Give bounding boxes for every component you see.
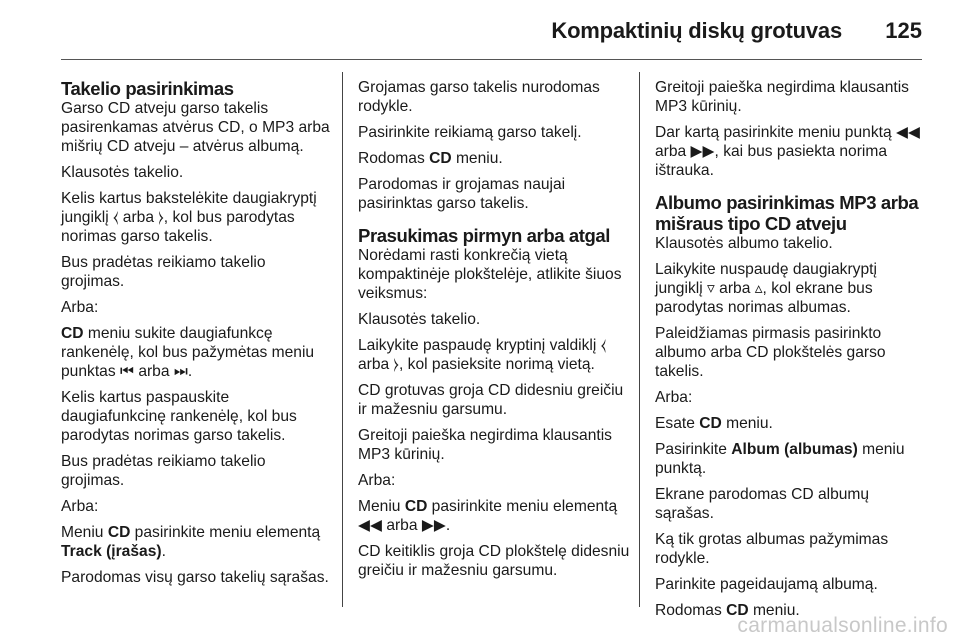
section-heading: Prasukimas pirmyn arba atgal [358,225,611,246]
paragraph: CD grotuvas groja CD didesniu greičiu ir mažesniu garsumu. [358,382,624,418]
paragraph: Kelis kartus bakstelėkite daugiakryptį jungiklį ⧼ arba ⧽, kol bus parodytas norimas garso takelis. [61,190,317,245]
paragraph: Meniu CD pasirinkite meniu elementą ◀◀ arba ▶▶. [358,498,618,534]
paragraph: Klausotės albumo takelio. [655,235,833,252]
paragraph: Garso CD atveju garso takelis pasirenkamas atvėrus CD, o MP3 arba mišrių CD atveju – atvėrus albumą. [61,100,330,155]
header-rule [61,59,922,60]
paragraph: Laikykite nuspaudę daugiakryptį jungiklį ▿ arba ▵, kol ekrane bus parodytas norimas albumas. [655,261,877,316]
section-heading: Albumo pasirinkimas MP3 arba mišraus tipo CD atveju [655,192,919,234]
paragraph: Esate CD meniu. [655,415,773,432]
paragraph: Parinkite pageidaujamą albumą. [655,576,878,593]
paragraph: Paleidžiamas pirmasis pasirinkto albumo arba CD plokštelės garso takelis. [655,325,886,380]
paragraph: Rodomas CD meniu. [655,602,800,619]
paragraph: Arba: [61,299,99,316]
paragraph: Klausotės takelio. [358,311,481,328]
paragraph: CD meniu sukite daugiafunkcę rankenėlę, kol bus pažymėtas meniu punktas ⏮ arba ⏭. [61,325,315,380]
paragraph: Ekrane parodomas CD albumų sąrašas. [655,486,870,522]
paragraph: Pasirinkite Album (albumas) meniu punktą. [655,441,905,477]
paragraph: Rodomas CD meniu. [358,150,503,167]
paragraph: Klausotės takelio. [61,164,184,181]
page-number: 125 [885,18,922,43]
column-divider [639,72,640,607]
paragraph: Parodomas ir grojamas naujai pasirinktas garso takelis. [358,176,566,212]
paragraph: Grojamas garso takelis nurodomas rodykle. [358,79,600,115]
page-header [0,0,960,62]
paragraph: Bus pradėtas reikiamo takelio grojimas. [61,453,266,489]
watermark: carmanualsonline.info [737,614,948,637]
page-title: Kompaktinių diskų grotuvas [551,18,842,43]
paragraph: Arba: [61,498,99,515]
paragraph: CD keitiklis groja CD plokštelę didesniu greičiu ir mažesniu garsumu. [358,543,630,579]
paragraph: Norėdami rasti konkrečią vietą kompaktinėje plokštelėje, atlikite šiuos veiksmus: [358,247,622,302]
paragraph: Bus pradėtas reikiamo takelio grojimas. [61,254,266,290]
paragraph: Laikykite paspaudę kryptinį valdiklį ⧼ arba ⧽, kol pasieksite norimą vietą. [358,337,607,373]
column-1 [61,78,331,594]
paragraph: Dar kartą pasirinkite meniu punktą ◀◀ arba ▶▶, kai bus pasiekta norima ištrauka. [655,124,920,179]
paragraph: Ką tik grotas albumas pažymimas rodykle. [655,531,889,567]
paragraph: Pasirinkite reikiamą garso takelį. [358,124,582,141]
paragraph: Greitoji paieška negirdima klausantis MP3 kūrinių. [655,79,909,115]
paragraph: Kelis kartus paspauskite daugiafunkcinę rankenėlę, kol bus parodytas norimas garso takelis. [61,389,297,444]
column-2 [358,78,630,587]
paragraph: Parodomas visų garso takelių sąrašas. [61,569,329,586]
column-3 [655,78,927,627]
section-heading: Takelio pasirinkimas [61,78,234,99]
paragraph: Arba: [655,389,693,406]
paragraph: Meniu CD pasirinkite meniu elementą Track (įrašas). [61,524,321,560]
paragraph: Greitoji paieška negirdima klausantis MP3 kūrinių. [358,427,612,463]
paragraph: Arba: [358,472,396,489]
column-divider [342,72,343,607]
